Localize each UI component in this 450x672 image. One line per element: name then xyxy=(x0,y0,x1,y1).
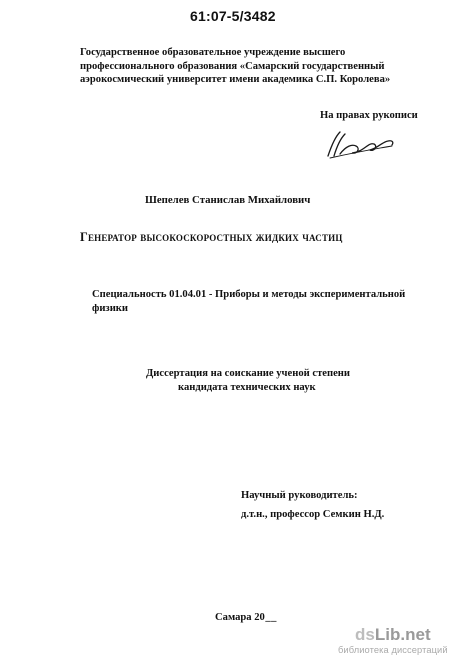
city-label: Самара 2 xyxy=(215,612,260,623)
supervisor-label: Научный руководитель: xyxy=(241,490,358,501)
institution-block xyxy=(80,46,390,87)
degree-line: кандидата технических наук xyxy=(178,381,316,393)
institution-line: аэрокосмический университет имени академика С.П. Королева» xyxy=(80,74,391,85)
author-name: Шепелев Станислав Михайлович xyxy=(145,194,311,206)
watermark xyxy=(338,626,448,657)
watermark-logo-ds: ds xyxy=(355,625,375,644)
specialty-line: Специальность 01.04.01 - Приборы и методы экспериментальной xyxy=(92,289,406,300)
institution-line: профессионального образования «Самарский государственный xyxy=(80,60,385,72)
handwritten-signature xyxy=(322,126,396,160)
watermark-logo xyxy=(338,626,448,644)
watermark-subtitle: библиотека диссертаций xyxy=(338,645,448,655)
degree-line: Диссертация на соискание ученой степени xyxy=(146,368,350,379)
institution-line: Государственное образовательное учреждение высшего xyxy=(80,47,346,58)
specialty-line: физики xyxy=(92,303,129,314)
city-year xyxy=(215,612,277,623)
watermark-logo-lib: Lib.net xyxy=(374,625,431,644)
supervisor-name: д.т.н., профессор Семкин Н.Д. xyxy=(241,509,385,520)
year-partial: 0__ xyxy=(259,612,277,623)
catalog-code: 61:07-5/3482 xyxy=(190,8,276,24)
degree-block xyxy=(146,367,350,394)
rights-note: На правах рукописи xyxy=(320,110,418,121)
dissertation-title: Генератор высокоскоростных жидких частиц xyxy=(80,230,343,244)
supervisor-block xyxy=(241,486,384,524)
specialty-block xyxy=(92,288,405,316)
